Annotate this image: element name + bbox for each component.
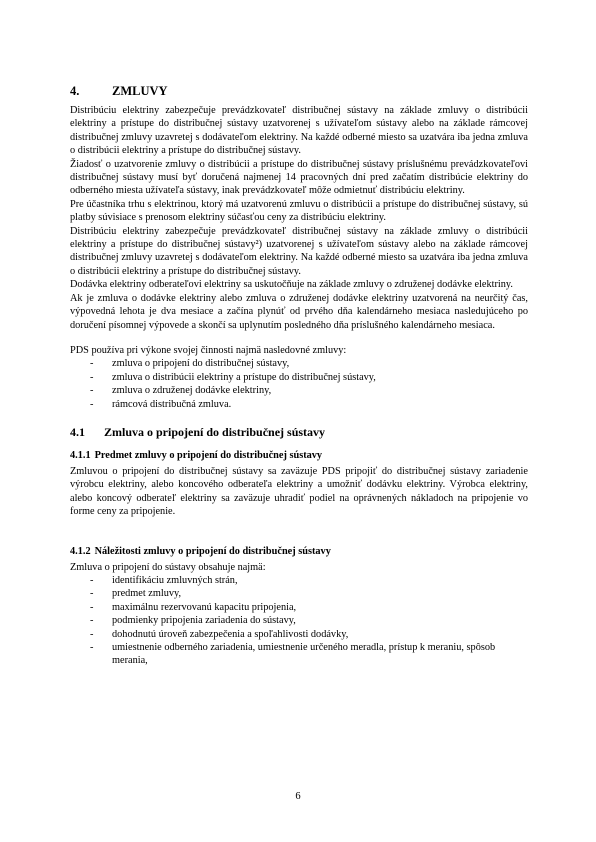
page-number: 6	[295, 791, 301, 802]
paragraph: Zmluvou o pripojení do distribučnej sústavy sa zaväzuje PDS pripojiť do distribučnej sústavy zariadenie výrobcu elektriny, alebo koncového odberateľa elektriny a umožniť dodávku elektriny. Výrobca elektriny, alebo koncový odberateľ elektriny sa zaväzuje uhradiť podiel na oprávnených nákladoch na pripojenie vo forme ceny za pripojenie.	[70, 465, 528, 518]
paragraph: Dodávka elektriny odberateľovi elektriny sa uskutočňuje na základe zmluvy o združenej dodávke elektriny.	[70, 279, 513, 291]
contract-contents-intro: Zmluva o pripojení do sústavy obsahuje najmä:	[70, 561, 266, 573]
section-4-1-2-heading	[70, 545, 528, 558]
section-4-1-1-heading	[70, 449, 528, 462]
list-item: - identifikáciu zmluvných strán,	[90, 574, 238, 586]
section-4-1-title: Zmluva o pripojení do distribučnej sústavy	[104, 424, 326, 439]
list-item: - zmluva o pripojení do distribučnej sústavy,	[90, 358, 290, 370]
paragraph: Pre účastníka trhu s elektrinou, ktorý má uzatvorenú zmluvu o distribúcii a prístupe do distribučnej sústavy, sú platby súvisiace s prenosom elektriny súčasťou ceny za distribúciu elektriny.	[70, 198, 528, 224]
list-item: - rámcová distribučná zmluva.	[90, 398, 232, 410]
section-4-1-1-number: 4.1.1	[70, 449, 91, 461]
list-item: - umiestnenie odberného zariadenia, umiestnenie určeného meradla, prístup k meraniu, spôsob merania,	[90, 642, 496, 667]
list-item: - podmienky pripojenia zariadenia do sústavy,	[90, 615, 296, 627]
contract-contents-list	[70, 574, 528, 668]
paragraph: Distribúciu elektriny zabezpečuje prevádzkovateľ distribučnej sústavy na základe zmluvy o distribúcii elektriny a prístupe do distribučnej sústavy²) uzatvorenej s užívateľom sústavy alebo na základe rámcovej distribučnej zmluvy uzavretej s dodávateľom elektriny. Na každé odberné miesto sa uzatvára iba jedna zmluva o distribúcii elektriny a prístupe do distribučnej sústavy.	[70, 225, 528, 277]
section-4-1-2-title: Náležitosti zmluvy o pripojení do distribučnej sústavy	[94, 545, 331, 557]
paragraph: Distribúciu elektriny zabezpečuje prevádzkovateľ distribučnej sústavy na základe zmluvy o distribúcii elektriny a prístupe do distribučnej sústavy uzatvorenej s užívateľom sústavy alebo na základe rámcovej distribučnej zmluvy uzavretej s dodávateľom elektriny. Na každé odberné miesto sa uzatvára iba jedna zmluva o distribúcii elektriny a prístupe do distribučnej sústavy.	[70, 105, 528, 157]
section-4-number: 4.	[70, 84, 80, 98]
contracts-list	[70, 357, 528, 411]
paragraph: Ak je zmluva o dodávke elektriny alebo zmluva o združenej dodávke elektriny uzatvorená na neurčitý čas, výpovedná lehota je dva mesiace a začína plynúť od prvého dňa kalendárneho mesiaca nasledujúceho po doručení písomnej výpovede a skončí sa uplynutím posledného dňa príslušného kalendárneho mesiaca.	[70, 292, 528, 331]
list-item: - maximálnu rezervovanú kapacitu pripojenia,	[90, 601, 297, 613]
contracts-list-intro: PDS používa pri výkone svojej činnosti najmä nasledovné zmluvy:	[70, 344, 347, 356]
section-4-1-number: 4.1	[70, 424, 85, 439]
section-4-1-heading	[70, 425, 528, 439]
list-item: - predmet zmluvy,	[90, 588, 182, 600]
section-4-1-2-number: 4.1.2	[70, 545, 91, 557]
section-4-title: ZMLUVY	[112, 84, 168, 98]
paragraph: Žiadosť o uzatvorenie zmluvy o distribúcii a prístupe do distribučnej sústavy príslušnému prevádzkovateľovi distribučnej sústavy musí byť doručená najmenej 14 pracovných dní pred začatím distribúcie elektriny do odberného miesta užívateľa sústavy, inak prevádzkovateľ môže odmietnuť distribúciu elektriny.	[70, 158, 528, 197]
section-4-heading	[70, 84, 528, 98]
list-item: - zmluva o združenej dodávke elektriny,	[90, 385, 272, 397]
page-content	[70, 84, 528, 668]
list-item: - dohodnutú úroveň zabezpečenia a spoľahlivosti dodávky,	[90, 628, 349, 640]
section-4-1-1-title: Predmet zmluvy o pripojení do distribučnej sústavy	[94, 449, 323, 461]
list-item: - zmluva o distribúcii elektriny a prístupe do distribučnej sústavy,	[90, 371, 376, 383]
